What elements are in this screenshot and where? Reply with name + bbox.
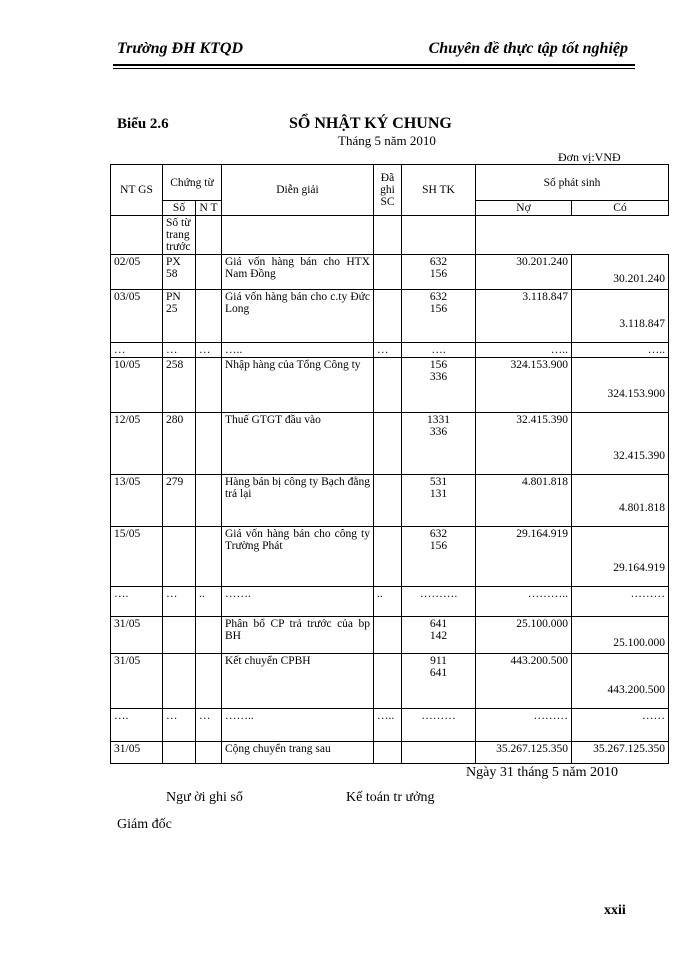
cell-description: Giá vốn hàng bán cho công ty Trường Phát (222, 527, 374, 587)
cell-date: …. (111, 709, 163, 742)
account-debit: 632 (429, 528, 448, 540)
cell-account (402, 343, 476, 358)
cell-voucher-no: PN 25 (163, 290, 196, 343)
cell-debit: 324.153.900 (476, 358, 572, 413)
cell-voucher-date (196, 255, 222, 290)
cell-voucher-no: 280 (163, 413, 196, 475)
cell-date: 12/05 (111, 413, 163, 475)
cell-debit: 4.801.818 (476, 475, 572, 527)
cell-description: …….. (222, 709, 374, 742)
account-debit: 641 (429, 618, 448, 630)
table-row (111, 475, 669, 527)
cell-account (402, 527, 476, 587)
cell-debit: 443.200.500 (476, 654, 572, 709)
cell-credit: 29.164.919 (572, 527, 669, 587)
cell-date: 31/05 (111, 617, 163, 654)
cell-voucher-date: … (196, 709, 222, 742)
cell-voucher-no: … (163, 587, 196, 617)
account-debit: 632 (429, 256, 448, 268)
cell-credit: ……… (572, 587, 669, 617)
carry-in-label: Số từ trang trước (163, 216, 196, 255)
table-row (111, 343, 669, 358)
cell-voucher-no: PX 58 (163, 255, 196, 290)
cell-date: 15/05 (111, 527, 163, 587)
account-debit: 1331 (427, 414, 450, 426)
table-row (111, 290, 669, 343)
cell-debit: 3.118.847 (476, 290, 572, 343)
cell-voucher-date (196, 475, 222, 527)
total-voucher-no (163, 742, 196, 764)
cell-credit: 30.201.240 (572, 255, 669, 290)
cell-date: 13/05 (111, 475, 163, 527)
total-credit: 35.267.125.350 (572, 742, 669, 764)
cell-voucher-no (163, 654, 196, 709)
cell-date: 31/05 (111, 654, 163, 709)
cell-account (402, 587, 476, 617)
account-debit: 156 (429, 359, 448, 371)
cell-credit: 324.153.900 (572, 358, 669, 413)
table-row (111, 617, 669, 654)
total-date: 31/05 (111, 742, 163, 764)
col-shtk-header: SH TK (402, 165, 476, 216)
col-diengiai-header: Diễn giải (222, 165, 374, 216)
cell-debit: 30.201.240 (476, 255, 572, 290)
page-number: xxii (604, 903, 626, 918)
account-credit: 156 (429, 303, 448, 315)
account-credit: 336 (429, 371, 448, 383)
cell-date: …. (111, 587, 163, 617)
form-number: Biểu 2.6 (117, 116, 169, 132)
cell-date: 10/05 (111, 358, 163, 413)
account-debit: 911 (430, 655, 447, 667)
cell-debit: 25.100.000 (476, 617, 572, 654)
signature-chief-accountant: Kế toán tr ưởng (346, 790, 435, 805)
cell-credit: 3.118.847 (572, 290, 669, 343)
cell-posted (374, 527, 402, 587)
cell-voucher-date (196, 413, 222, 475)
journal-table (110, 164, 669, 764)
cell-date: … (111, 343, 163, 358)
cell-posted: .. (374, 587, 402, 617)
account-debit: 531 (429, 476, 448, 488)
table-row (111, 709, 669, 742)
cell-date: 03/05 (111, 290, 163, 343)
cell-posted (374, 654, 402, 709)
cell-voucher-date (196, 527, 222, 587)
cell-account (402, 617, 476, 654)
cell-debit: ……… (476, 709, 572, 742)
account-credit: 156 (429, 540, 448, 552)
cell-voucher-no: 258 (163, 358, 196, 413)
cell-posted (374, 413, 402, 475)
cell-credit: ….. (572, 343, 669, 358)
header-school: Trường ĐH KTQD (117, 40, 244, 57)
account-credit: 641 (429, 667, 448, 679)
cell-description: ….. (222, 343, 374, 358)
col-ntgs-header: NT GS (111, 165, 163, 216)
cell-voucher-no: … (163, 343, 196, 358)
col-no-header: Nợ (476, 201, 572, 216)
col-sophatsinh-header: Số phát sinh (476, 165, 669, 201)
cell-description: Hàng bán bị công ty Bạch đằng trả lại (222, 475, 374, 527)
total-voucher-date (196, 742, 222, 764)
cell-posted (374, 617, 402, 654)
col-so-header: Số (163, 201, 196, 216)
signature-director: Giám đốc (117, 817, 172, 832)
total-account (402, 742, 476, 764)
total-row (111, 742, 669, 764)
cell-credit: …… (572, 709, 669, 742)
cell-posted: ….. (374, 709, 402, 742)
cell-account (402, 413, 476, 475)
account-debit: ………. (419, 588, 458, 600)
account-debit: ……… (421, 710, 456, 722)
cell-debit: ……….. (476, 587, 572, 617)
col-co-header: Có (572, 201, 669, 216)
table-row (111, 413, 669, 475)
account-debit: 632 (429, 291, 448, 303)
cell-posted (374, 255, 402, 290)
carry-in-row (111, 216, 669, 255)
cell-description: Giá vốn hàng bán cho HTX Nam Đồng (222, 255, 374, 290)
cell-voucher-date (196, 617, 222, 654)
cell-description: ……. (222, 587, 374, 617)
cell-voucher-date: .. (196, 587, 222, 617)
cell-voucher-no: 279 (163, 475, 196, 527)
cell-voucher-date (196, 290, 222, 343)
col-nt-header: N T (196, 201, 222, 216)
table-row (111, 587, 669, 617)
total-posted (374, 742, 402, 764)
cell-description: Thuế GTGT đầu vào (222, 413, 374, 475)
table-row (111, 654, 669, 709)
cell-description: Phân bổ CP trả trước của bp BH (222, 617, 374, 654)
header-topic: Chuyên đề thực tập tốt nghiệp (428, 40, 628, 57)
account-credit: 156 (429, 268, 448, 280)
sign-date: Ngày 31 tháng 5 năm 2010 (466, 765, 619, 780)
cell-account (402, 290, 476, 343)
cell-voucher-no: … (163, 709, 196, 742)
table-row (111, 358, 669, 413)
cell-posted (374, 475, 402, 527)
col-daghisc-header: Đã ghi SC (374, 165, 402, 216)
cell-voucher-no (163, 527, 196, 587)
cell-posted: … (374, 343, 402, 358)
document-period: Tháng 5 năm 2010 (338, 133, 436, 148)
cell-account (402, 475, 476, 527)
cell-account (402, 709, 476, 742)
cell-voucher-no (163, 617, 196, 654)
cell-credit: 25.100.000 (572, 617, 669, 654)
cell-credit: 443.200.500 (572, 654, 669, 709)
cell-account (402, 358, 476, 413)
header-divider (113, 64, 635, 69)
table-row (111, 255, 669, 290)
cell-credit: 32.415.390 (572, 413, 669, 475)
currency-unit: Đơn vị:VNĐ (558, 150, 621, 164)
cell-debit: 29.164.919 (476, 527, 572, 587)
cell-voucher-date (196, 654, 222, 709)
cell-posted (374, 290, 402, 343)
cell-date: 02/05 (111, 255, 163, 290)
cell-description: Giá vốn hàng bán cho c.ty Đức Long (222, 290, 374, 343)
cell-description: Nhập hàng của Tổng Công ty (222, 358, 374, 413)
account-debit: …. (431, 344, 446, 356)
account-credit: 142 (429, 630, 448, 642)
signature-preparer: Ngư ời ghi sổ (166, 790, 243, 805)
cell-account (402, 654, 476, 709)
cell-debit: 32.415.390 (476, 413, 572, 475)
cell-voucher-date: … (196, 343, 222, 358)
cell-posted (374, 358, 402, 413)
account-credit: 131 (429, 488, 448, 500)
cell-credit: 4.801.818 (572, 475, 669, 527)
table-row (111, 527, 669, 587)
document-title: SỔ NHẬT KÝ CHUNG (289, 115, 452, 132)
account-credit: 336 (429, 426, 448, 438)
cell-account (402, 255, 476, 290)
cell-description: Kết chuyển CPBH (222, 654, 374, 709)
total-debit: 35.267.125.350 (476, 742, 572, 764)
total-label: Cộng chuyển trang sau (222, 742, 374, 764)
cell-voucher-date (196, 358, 222, 413)
col-chungtu-header: Chứng từ (163, 165, 222, 201)
cell-debit: ….. (476, 343, 572, 358)
